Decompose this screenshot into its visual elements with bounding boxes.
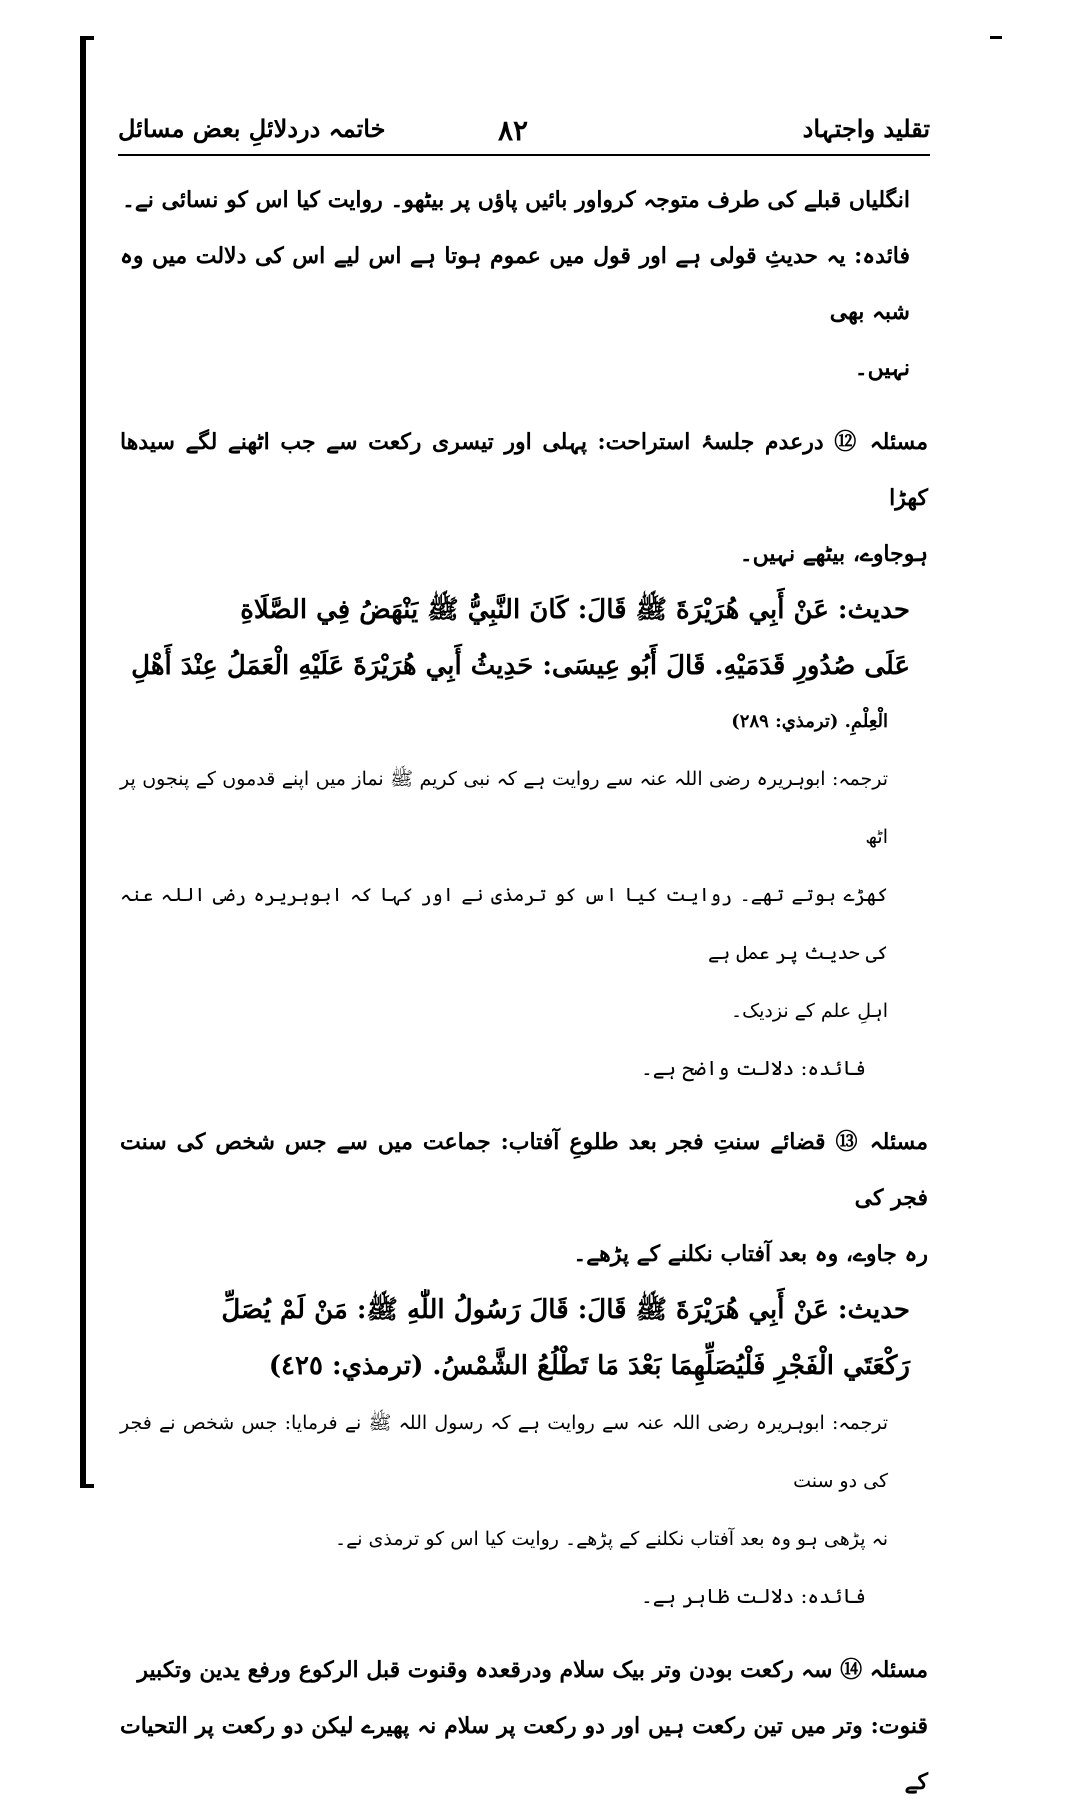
text-line: انگلیاں قبلے کی طرف متوجہ کرواور بائیں پاؤں پر بیٹھو۔ روایت کیا اس کو نسائی نے۔ xyxy=(121,187,910,213)
translation-line: ترجمہ: ابوہریرہ رضی اللہ عنہ سے روایت ہے کہ نبی کریم ﷺ نماز میں اپنے قدموں کے پنجوں پر اٹھ xyxy=(120,768,888,848)
page-number: ۸۲ xyxy=(498,114,529,147)
header-chapter-title: خاتمہ دردلائلِ بعض مسائل xyxy=(118,114,386,143)
header-book-title: تقلید واجتہاد xyxy=(802,114,930,143)
text-line: رہ جاوے، وہ بعد آفتاب نکلنے کے پڑھے۔ xyxy=(573,1241,928,1267)
masala-heading: مسئلہ ⑫ درعدم جلسۂ استراحت: پہلی اور تیسری رکعت سے جب اٹھنے لگے سیدھا کھڑا xyxy=(120,429,928,511)
hadith-line: حدیث: عَنْ أَبِي هُرَيْرَةَ ﷺ قَالَ: كَانَ النَّبِيُّ ﷺ يَنْهَضُ فِي الصَّلَاةِ xyxy=(240,595,910,625)
hadith-reference: الْعِلْمِ. (ترمذي: ٢٨٩) xyxy=(731,711,888,732)
masala-heading: مسئلہ ⑭ سہ رکعت بودن وتر بیک سلام ودرقعدہ وقنوت قبل الرکوع ورفع یدین وتکبیر xyxy=(137,1657,928,1683)
masala-heading: مسئلہ ⑬ قضائے سنتِ فجر بعد طلوعِ آفتاب: جماعت میں سے جس شخص کی سنت فجر کی xyxy=(120,1129,928,1211)
text-line: ہوجاوے، بیٹھے نہیں۔ xyxy=(739,541,928,567)
hadith-line: رَكْعَتَي الْفَجْرِ فَلْيُصَلِّهِمَا بَعْدَ مَا تَطْلُعُ الشَّمْسُ. (ترمذي: ٤٢٥) xyxy=(268,1351,910,1381)
translation-line: نہ پڑھی ہو وہ بعد آفتاب نکلنے کے پڑھے۔ روایت کیا اس کو ترمذی نے۔ xyxy=(334,1528,888,1550)
text-line: قنوت: وتر میں تین رکعت ہیں اور دو رکعت پر سلام نہ پھیرے لیکن دو رکعت پر التحیات کے xyxy=(120,1713,928,1795)
page-body xyxy=(120,172,928,1810)
translation-line: کھڑے ہوتے تھے۔ روایت کیا اس کو ترمذی نے اور کہا کہ ابوہریرہ رضی اللہ عنہ کی حدیث پر عمل ہے xyxy=(120,884,888,964)
faida-line: فائدہ: دلالت ظاہر ہے۔ xyxy=(640,1584,866,1608)
translation-line: اہلِ علم کے نزدیک۔ xyxy=(730,1000,888,1022)
hadith-line: عَلَى صُدُورِ قَدَمَيْهِ. قَالَ أَبُو عِيسَى: حَدِيثُ أَبِي هُرَيْرَةَ عَلَيْهِ الْعَمَلُ عِنْدَ أَهْلِ xyxy=(131,651,910,681)
page-header xyxy=(118,106,930,156)
margin-bracket xyxy=(80,36,94,1488)
text-line: نہیں۔ xyxy=(854,355,910,381)
text-line: فائدہ: یہ حدیثِ قولی ہے اور قول میں عموم ہوتا ہے اس لیے اس کی دلالت میں وہ شبہ بھی xyxy=(120,243,910,325)
translation-line: ترجمہ: ابوہریرہ رضی اللہ عنہ سے روایت ہے کہ رسول اللہ ﷺ نے فرمایا: جس شخص نے فجر کی دو سنت xyxy=(120,1412,888,1492)
corner-mark xyxy=(990,36,1002,39)
hadith-line: حدیث: عَنْ أَبِي هُرَيْرَةَ ﷺ قَالَ: قَالَ رَسُولُ اللّٰهِ ﷺ: مَنْ لَمْ يُصَلِّ xyxy=(221,1295,910,1325)
faida-line: فائدہ: دلالت واضح ہے۔ xyxy=(640,1056,866,1080)
